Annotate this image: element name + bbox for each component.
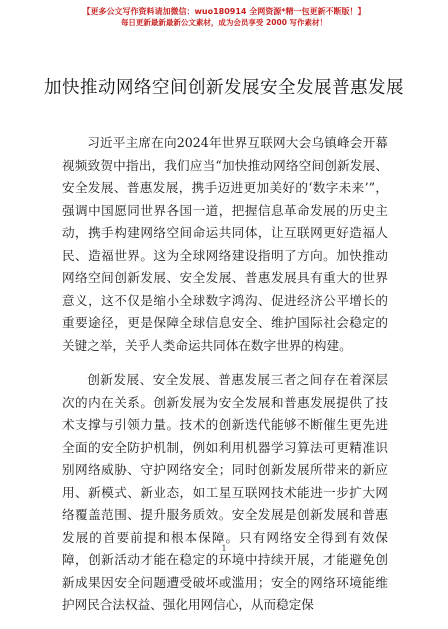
paragraph-1: 习近平主席在向2024年世界互联网大会乌镇峰会开幕视频致贺中指出，我们应当“加快推动网络空间创新发展、安全发展、普惠发展，携手迈进更加美好的‘数字未来’”，强调中国愿同世界各国一道，把握信息革命发展的历史主动，携手构建网络空间命运共同体，让互联网更好造福人民、造福世界。这为全球网络建设指明了方向。加快推动网络空间创新发展、安全发展、普惠发展具有重大的世界意义，这不仅是缩小全球数字鸿沟、促进经济公平增长的重要途径，更是保障全球信息安全、维护国际社会稳定的关键之举，关乎人类命运共同体在数字世界的构建。 <box>62 135 388 353</box>
page-number: 1 <box>221 544 227 553</box>
promo-line-1: 【更多公文写作资料请加微信：wuo180914 全网资源*精一包更新不断版！】 <box>82 7 366 16</box>
document-body <box>62 132 388 629</box>
document-title: 加快推动网络空间创新发展安全发展普惠发展 <box>44 78 404 98</box>
promo-line-2: 每日更新最新最新公文素材，成为会员享受 2000 写作素材！ <box>120 18 328 27</box>
paragraph-2: 创新发展、安全发展、普惠发展三者之间存在着深层次的内在关系。创新发展为安全发展和普惠发展提供了技术支撑与引领力量。技术的创新迭代能够不断催生更先进全面的安全防护机制，例如利用机器学习算法可更精准识别网络威胁、守护网络安全；同时创新发展所带来的新应用、新模式、新业态，如工星互联网技术能进一步扩大网络覆盖范围、提升服务质效。安全发展是创新发展和普惠发展的首要前提和根本保障。只有网络安全得到有效保障，创新活动才能在稳定的环境中持续开展，才能避免创新成果因安全问题遭受破坏或滥用；安全的网络环境能维护网民合法权益、强化用网信心，从而稳定保 <box>62 372 388 612</box>
promo-banner <box>0 6 448 28</box>
